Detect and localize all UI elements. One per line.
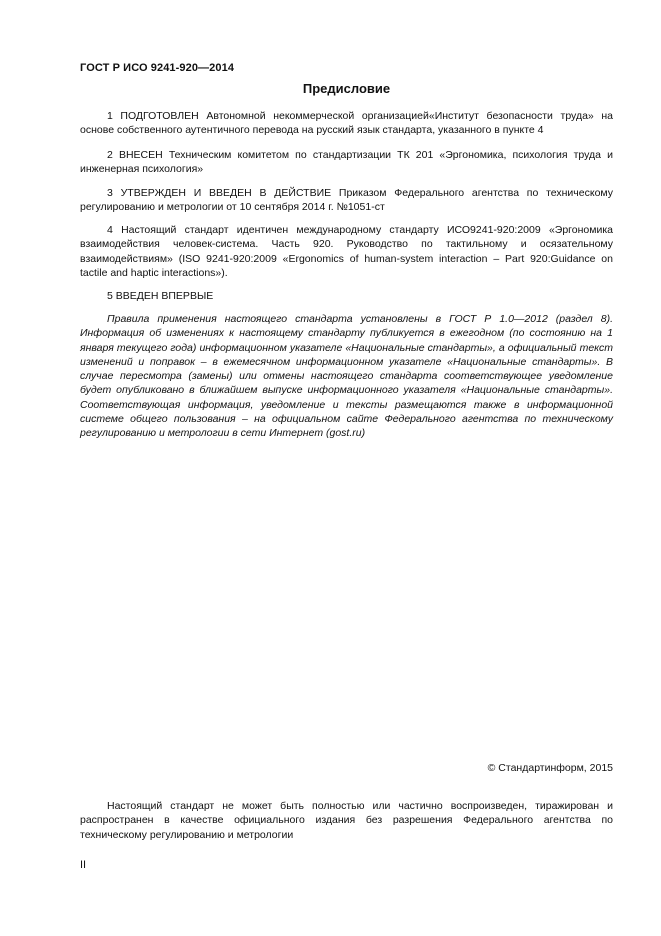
reproduction-notice-text: Настоящий стандарт не может быть полностью или частично воспроизведен, тиражирован и распространен в качестве официального издания без разрешения Федерального агентства по техническому регулированию и метрологии <box>80 800 613 841</box>
copyright: © Стандартинформ, 2015 <box>487 762 613 774</box>
section-2-text: 2 ВНЕСЕН Техническим комитетом по стандартизации ТК 201 «Эргономика, психология труда и инженерная психология» <box>80 149 613 176</box>
section-5 <box>80 289 613 303</box>
section-4-text: 4 Настоящий стандарт идентичен международному стандарту ИСО9241-920:2009 «Эргономика взаимодействия человек-система. Часть 920. Руководство по тактильному и осязательному взаимодействиям» (ISO 9241-920:2009 «Ergonomics of human-system interaction – Part 920:Guidance on tactile and haptic interactions»). <box>80 224 613 279</box>
section-1 <box>80 109 613 138</box>
section-5-text: 5 ВВЕДЕН ВПЕРВЫЕ <box>107 290 214 302</box>
standard-code-header: ГОСТ Р ИСО 9241-920—2014 <box>80 62 235 74</box>
section-1-text: 1 ПОДГОТОВЛЕН Автономной некоммерческой организацией«Институт безопасности труда» на основе собственного аутентичного перевода на русский язык стандарта, указанного в пункте 4 <box>80 110 613 137</box>
reproduction-notice <box>80 799 613 842</box>
page-title: Предисловие <box>302 81 391 96</box>
rules-note-text: Правила применения настоящего стандарта установлены в ГОСТ Р 1.0—2012 (раздел 8). Информация об изменениях к настоящему стандарту публикуется в ежегодном (по состоянию на 1 января текущего года) информационном указателе «Национальные стандарты», а официальный текст изменений и поправок – в ежемесячном информационном указателе «Национальные стандарты». В случае пересмотра (замены) или отмены настоящего стандарта соответствующее уведомление будет опубликовано в ближайшем выпуске информационного указателя «Национальные стандарты». Соответствующая информация, уведомление и тексты размещаются также в информационной системе общего пользования – на официальном сайте Федерального агентства по техническому регулированию и метрологии в сети Интернет (gost.ru) <box>80 313 613 440</box>
page-number: II <box>80 859 87 871</box>
section-2 <box>80 148 613 177</box>
section-4 <box>80 223 613 280</box>
rules-note <box>80 312 613 441</box>
section-3-text: 3 УТВЕРЖДЕН И ВВЕДЕН В ДЕЙСТВИЕ Приказом Федерального агентства по техническому регулированию и метрологии от 10 сентября 2014 г. №1051-ст <box>80 187 613 214</box>
section-3 <box>80 186 613 215</box>
